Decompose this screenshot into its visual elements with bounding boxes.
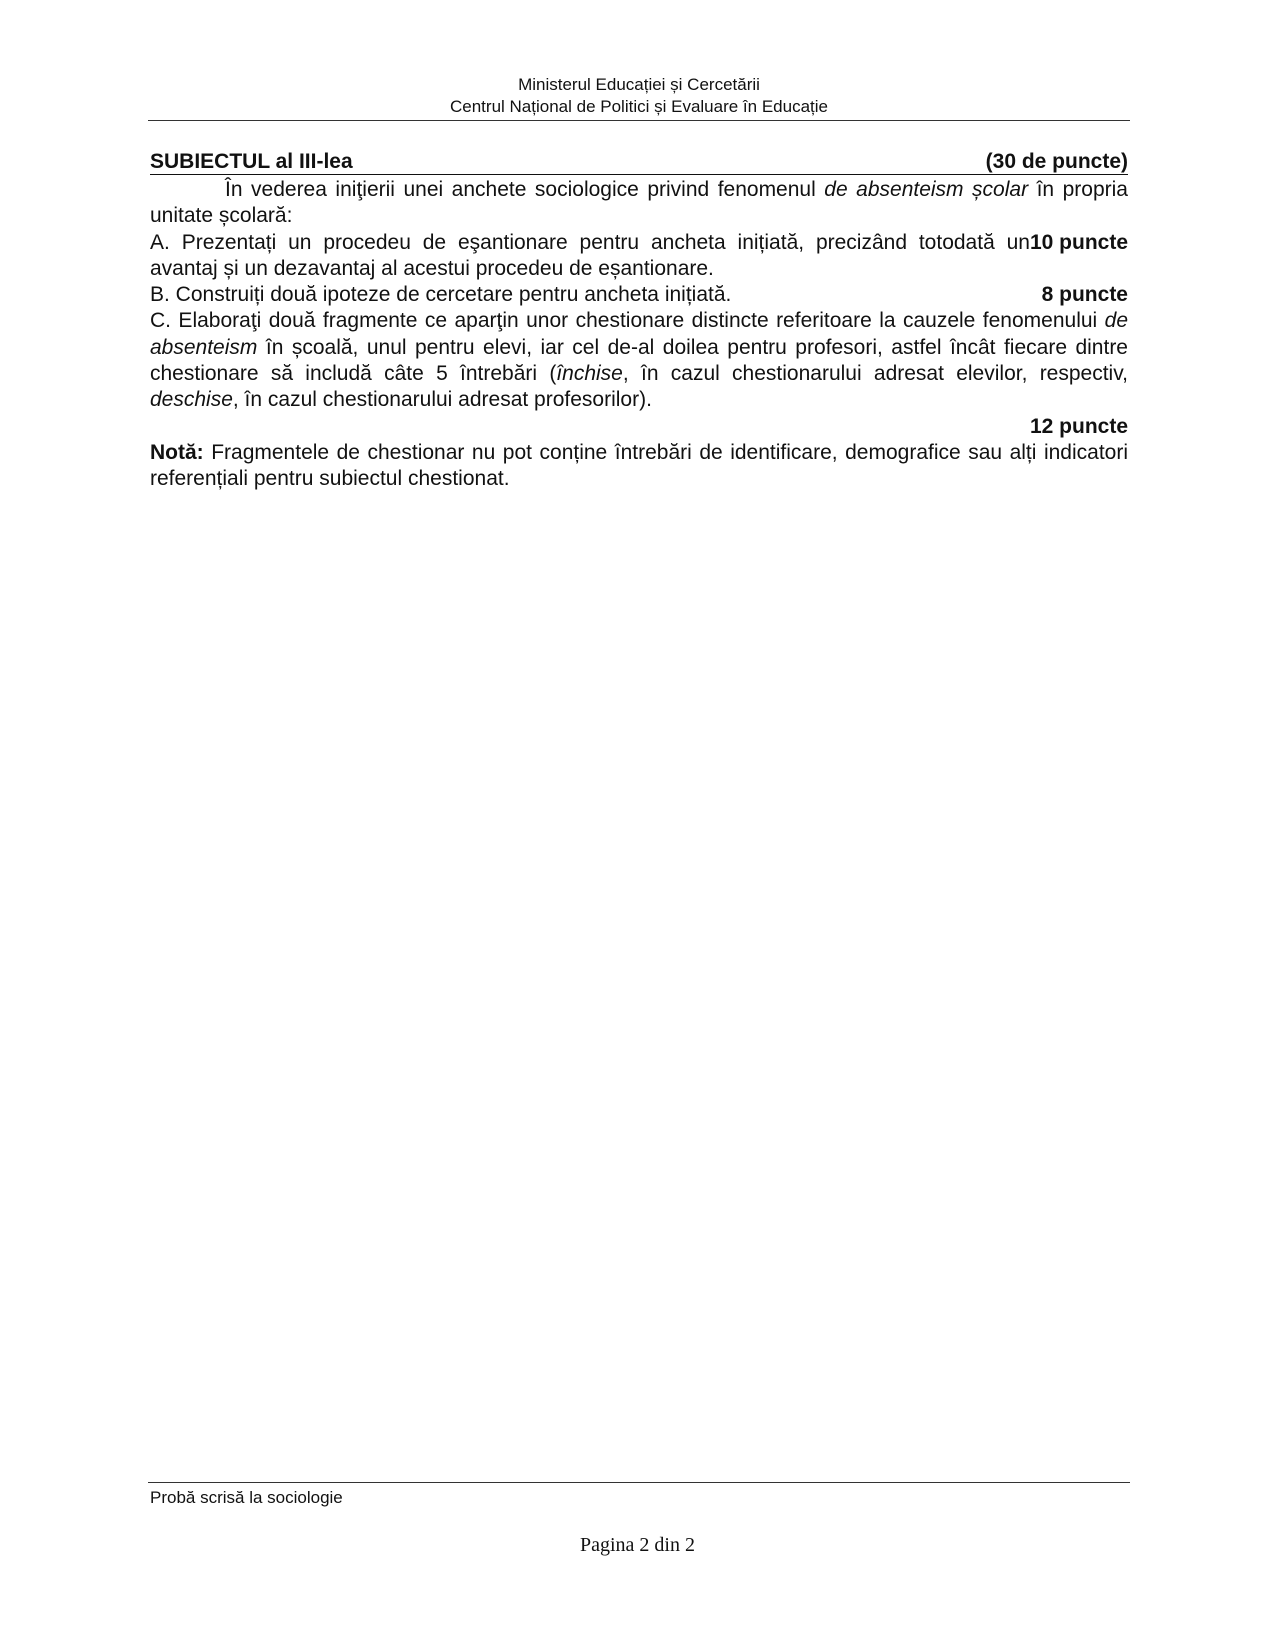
- intro-paragraph: [150, 177, 1128, 230]
- header-divider: [148, 120, 1130, 121]
- exam-subject-footer: Probă scrisă la sociologie: [150, 1488, 343, 1507]
- document-header: [148, 74, 1130, 118]
- note-label: Notă:: [150, 440, 204, 464]
- center-name: Centrul Național de Politici și Evaluare în Educație: [450, 97, 828, 116]
- item-a-text: [150, 230, 1030, 283]
- intro-italic: de absenteism școlar: [824, 178, 1029, 201]
- item-c-part-1: C. Elaboraţi două fragmente ce aparţin unor chestionare distincte referitoare la cauzele fenomenului: [150, 309, 1105, 333]
- subject-title: SUBIECTUL al III-lea: [150, 150, 353, 173]
- item-a-points: 10 puncte: [1029, 230, 1128, 254]
- item-a: [150, 230, 1128, 283]
- item-c-part-4: , în cazul chestionarului adresat profesorilor).: [232, 388, 652, 412]
- intro-text-2: în propria unitate școlară:: [150, 178, 1128, 228]
- item-b: [150, 282, 1128, 308]
- note-text: Fragmentele de chestionar nu pot conține întrebări de identificare, demografice sau alți indicatori referențiali pentru subiectul chestionat.: [150, 440, 1128, 491]
- item-b-points: 8 puncte: [1041, 283, 1128, 307]
- item-c-text: [150, 308, 1128, 413]
- item-c-points: 12 puncte: [1029, 414, 1128, 438]
- item-a-body: A. Prezentați un procedeu de eşantionare pentru ancheta inițiată, precizând totodată un avantaj și un dezavantaj al acestui procedeu de eșantionare.: [150, 230, 1030, 280]
- page-number: Pagina 2 din 2: [580, 1534, 695, 1556]
- item-c-part-2: în școală, unul pentru elevi, iar cel de-al doilea pentru profesori, astfel încât fiecare dintre chestionare să includă câte 5 întrebări (: [150, 335, 1128, 386]
- item-c-part-3: , în cazul chestionarului adresat elevilor, respectiv,: [622, 362, 1128, 386]
- intro-text-1: În vederea iniţierii unei anchete sociologice privind fenomenul: [225, 178, 825, 201]
- item-c-italic-2: închise: [556, 362, 623, 386]
- note-paragraph: [150, 440, 1128, 493]
- item-b-text: B. Construiți două ipoteze de cercetare pentru ancheta inițiată.: [150, 283, 732, 307]
- ministry-name: Ministerul Educației și Cercetării: [518, 75, 760, 94]
- footer-divider: [148, 1482, 1130, 1483]
- exam-content: [150, 151, 1128, 493]
- item-c-italic-1: de absenteism: [150, 309, 1128, 359]
- subject-points: (30 de puncte): [985, 150, 1128, 173]
- subject-heading: [150, 151, 1128, 175]
- item-c-italic-3: deschise: [150, 388, 233, 412]
